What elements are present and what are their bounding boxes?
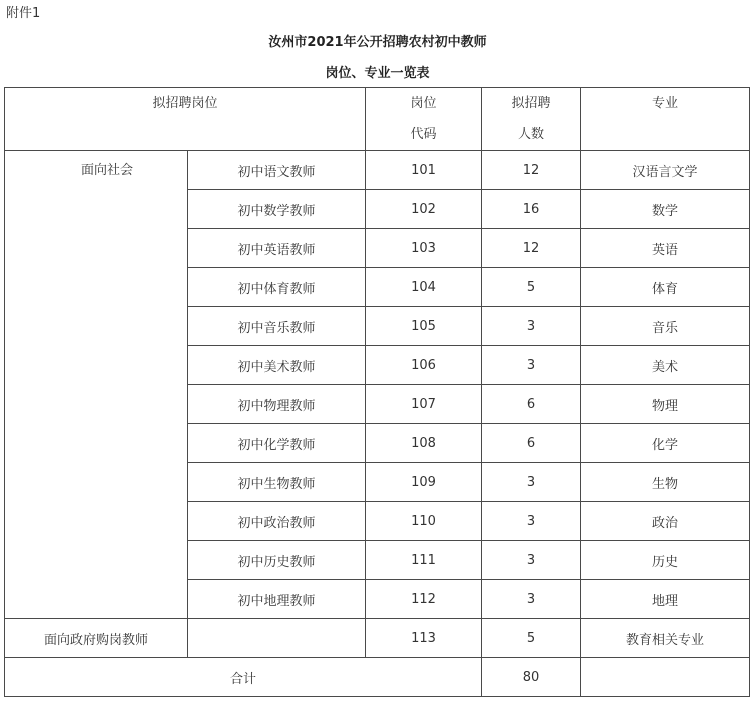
position-count: 3 [482, 502, 581, 541]
position-count: 3 [482, 541, 581, 580]
position-major: 化学 [581, 424, 750, 463]
position-count: 3 [482, 580, 581, 619]
position-name: 初中体育教师 [188, 268, 366, 307]
position-code: 106 [366, 346, 482, 385]
position-major: 历史 [581, 541, 750, 580]
position-name: 初中化学教师 [188, 424, 366, 463]
total-label: 合计 [5, 658, 482, 697]
position-name: 初中英语教师 [188, 229, 366, 268]
total-row [5, 658, 750, 697]
position-name: 初中生物教师 [188, 463, 366, 502]
position-major: 体育 [581, 268, 750, 307]
header-code-line1: 岗位 [410, 96, 437, 111]
position-code: 102 [366, 190, 482, 229]
position-major: 英语 [581, 229, 750, 268]
position-count: 6 [482, 424, 581, 463]
position-major: 教育相关专业 [581, 619, 750, 658]
position-code: 110 [366, 502, 482, 541]
position-code: 109 [366, 463, 482, 502]
position-name: 初中地理教师 [188, 580, 366, 619]
position-major: 生物 [581, 463, 750, 502]
position-name: 初中物理教师 [188, 385, 366, 424]
group-gov-cell: 面向政府购岗教师 [5, 619, 188, 658]
gov-row [5, 619, 750, 658]
position-major: 美术 [581, 346, 750, 385]
header-code-line2: 代码 [410, 127, 437, 142]
position-code: 103 [366, 229, 482, 268]
position-code: 111 [366, 541, 482, 580]
header-code [366, 88, 482, 151]
position-name: 初中美术教师 [188, 346, 366, 385]
position-count: 16 [482, 190, 581, 229]
position-name: 初中政治教师 [188, 502, 366, 541]
header-position-label: 拟招聘岗位 [152, 96, 218, 111]
position-major: 汉语言文学 [581, 151, 750, 190]
position-code: 107 [366, 385, 482, 424]
group-social-cell: 面向社会 [5, 151, 188, 619]
position-count: 3 [482, 463, 581, 502]
table-row [5, 151, 750, 190]
position-count: 3 [482, 307, 581, 346]
position-code: 101 [366, 151, 482, 190]
total-count: 80 [482, 658, 581, 697]
position-name: 初中音乐教师 [188, 307, 366, 346]
attachment-label: 附件1 [6, 6, 41, 21]
position-count: 5 [482, 268, 581, 307]
position-name [188, 619, 366, 658]
document-subtitle: 岗位、专业一览表 [325, 66, 430, 81]
position-major: 地理 [581, 580, 750, 619]
header-count-line2: 人数 [518, 127, 545, 142]
position-code: 104 [366, 268, 482, 307]
total-major [581, 658, 750, 697]
position-count: 6 [482, 385, 581, 424]
position-name: 初中语文教师 [188, 151, 366, 190]
document-title: 汝州市2021年公开招聘农村初中教师 [268, 35, 487, 50]
position-major: 音乐 [581, 307, 750, 346]
position-code: 108 [366, 424, 482, 463]
position-code: 105 [366, 307, 482, 346]
position-major: 数学 [581, 190, 750, 229]
header-major-label: 专业 [652, 96, 679, 111]
position-name: 初中数学教师 [188, 190, 366, 229]
position-major: 政治 [581, 502, 750, 541]
position-major: 物理 [581, 385, 750, 424]
position-code: 112 [366, 580, 482, 619]
position-count: 12 [482, 151, 581, 190]
header-count-line1: 拟招聘 [511, 96, 551, 111]
position-count: 3 [482, 346, 581, 385]
position-code: 113 [366, 619, 482, 658]
header-row [5, 88, 750, 151]
header-count [482, 88, 581, 151]
header-position [5, 88, 366, 151]
position-count: 5 [482, 619, 581, 658]
positions-table [4, 87, 750, 697]
header-major [581, 88, 750, 151]
position-name: 初中历史教师 [188, 541, 366, 580]
position-count: 12 [482, 229, 581, 268]
